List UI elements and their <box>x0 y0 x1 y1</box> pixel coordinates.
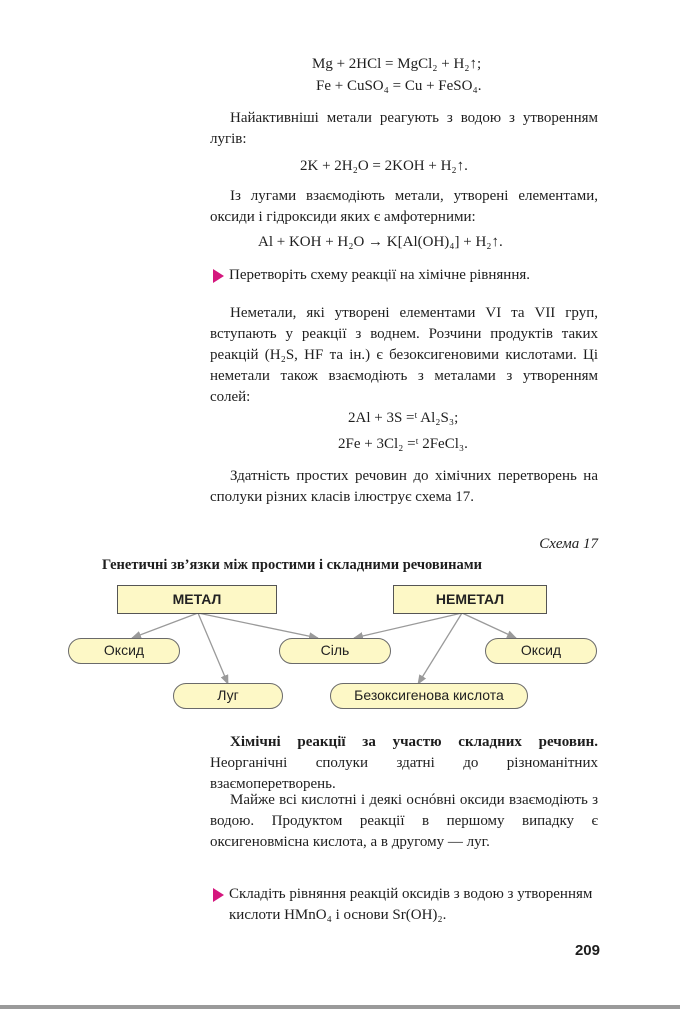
section-lead <box>210 732 598 795</box>
section-text: Неорганічні сполуки здатні до різноманітних взаємоперетворень. <box>210 755 598 792</box>
scheme-title: Генетичні зв’язки між простими і складними речовинами <box>102 557 482 573</box>
box-nonmetal: НЕМЕТАЛ <box>393 585 547 614</box>
pill-oxide-left: Оксид <box>68 638 180 664</box>
paragraph-nonmetals-text: Неметали, які утворені елементами VI та VII груп, вступають у реакції з воднем. Розчини продуктів таких реакцій (H₂S, HF та ін.) є безоксигеновими кислотами. Ці неметали також взаємодіють з металами з утворенням солей: <box>210 305 598 405</box>
bottom-rule <box>0 1005 680 1009</box>
equation-mg: Mg + 2HCl = MgCl₂ + H₂↑; <box>312 56 482 72</box>
equation-k: 2K + 2H₂O = 2KOH + H₂↑. <box>300 158 468 174</box>
arrow-metal-salt <box>198 613 318 638</box>
arrow-metal-oxide <box>132 613 198 638</box>
equation-cl: 2Fe + 3Cl₂ =ᵗ 2FeCl₃. <box>338 436 468 452</box>
paragraph-alkali-text: Найактивніші метали реагують з водою з утворенням лугів: <box>210 110 598 147</box>
arrow-nonmetal-salt <box>354 613 462 638</box>
paragraph-amphoteric-text: Із лугами взаємодіють метали, утворені елементами, оксиди і гідроксиди яких є амфотерними: <box>210 188 598 225</box>
paragraph-oxides <box>210 790 598 853</box>
scheme-caption: Схема 17 <box>539 536 598 552</box>
equation-al: Al + KOH + H₂O → K[Al(OH)₄] + H₂↑. <box>258 234 503 250</box>
equation-s: 2Al + 3S =ᵗ Al₂S₃; <box>348 410 459 426</box>
paragraph-scheme-text: Здатність простих речовин до хімічних перетворень на сполуки різних класів ілюструє схема 17. <box>210 468 598 505</box>
equation-fe: Fe + CuSO₄ = Cu + FeSO₄. <box>316 78 482 94</box>
pill-oxide-right: Оксид <box>485 638 597 664</box>
section-complex-substances <box>210 732 598 795</box>
task-1-text: Перетворіть схему реакції на хімічне рівняння. <box>229 267 531 283</box>
arrow-nonmetal-acid <box>418 613 462 684</box>
task-2 <box>213 884 601 926</box>
pill-salt: Сіль <box>279 638 391 664</box>
arrow-metal-base <box>198 613 228 684</box>
arrow-nonmetal-oxide <box>462 613 516 638</box>
pill-acid: Безоксигенова кислота <box>330 683 528 709</box>
section-heading: Хімічні реакції за участю складних речовин. <box>230 734 598 750</box>
triangle-bullet-icon <box>213 888 224 902</box>
pill-base: Луг <box>173 683 283 709</box>
box-metal: МЕТАЛ <box>117 585 277 614</box>
page-number: 209 <box>574 942 600 959</box>
paragraph-oxides-text: Майже всі кислотні і деякі оснóвні оксиди взаємодіють з водою. Продуктом реакції в першому випадку є оксигеновмісна кислота, а в другому — луг. <box>210 792 598 850</box>
task-2-text: Складіть рівняння реакцій оксидів з водою з утворенням кислоти HMnO₄ і основи Sr(OH)₂. <box>229 886 593 923</box>
